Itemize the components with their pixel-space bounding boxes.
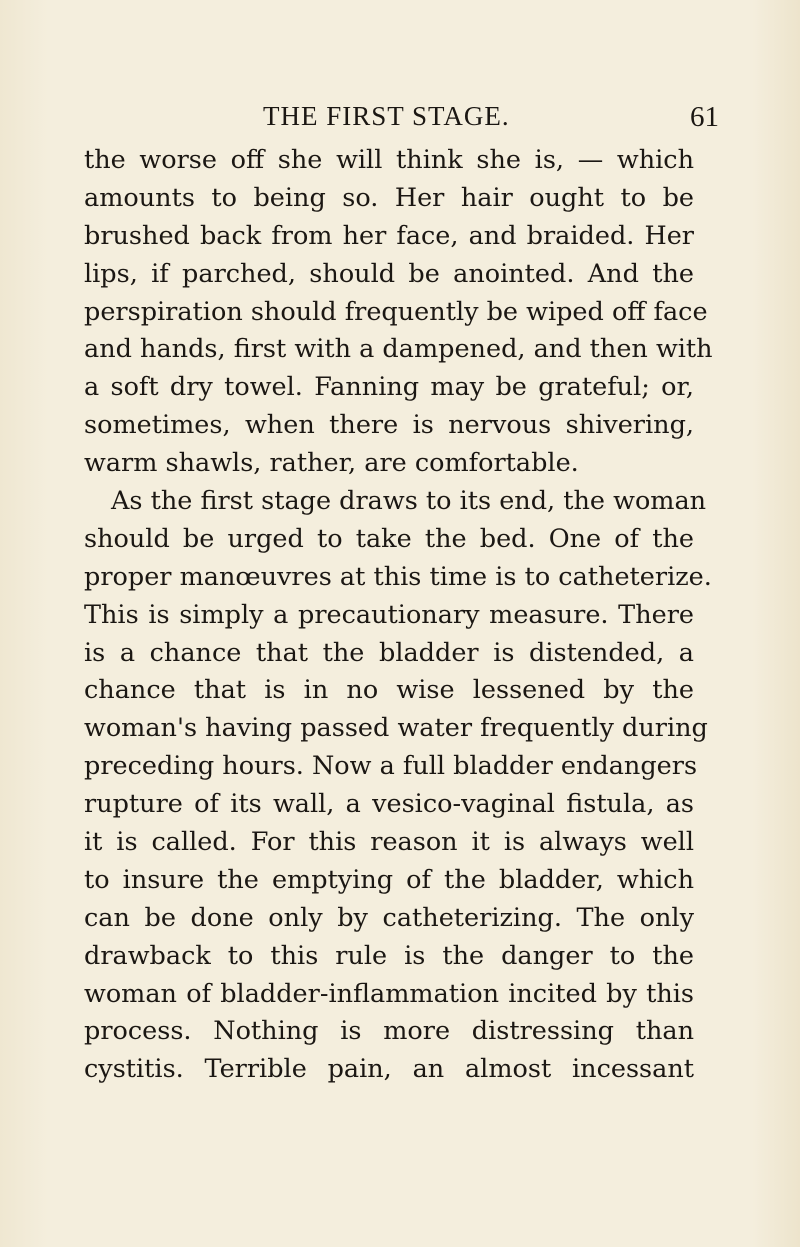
text-line: perspiration should frequently be wiped off face [84,296,708,327]
page-header [0,101,800,141]
text-line: should be urged to take the bed. One of the [84,523,694,554]
text-line: cystitis. Terrible pain, an almost incessant [84,1054,694,1085]
text-line: is a chance that the bladder is distended, a [84,637,694,668]
paragraph-end-line: warm shawls, rather, are comfortable. [84,448,579,479]
text-line: amounts to being so. Her hair ought to be [84,182,694,213]
paragraph-first-line: As the first stage draws to its end, the woman [111,486,707,517]
text-line: This is simply a precautionary measure. There [84,599,694,630]
text-line: preceding hours. Now a full bladder endangers [84,751,698,782]
text-line: to insure the emptying of the bladder, which [84,864,694,895]
text-line: proper manœuvres at this time is to catheterize. [84,561,712,592]
text-line: the worse off she will think she is, — which [84,145,694,175]
text-line: sometimes, when there is nervous shivering, [84,410,694,441]
text-line: brushed back from her face, and braided. Her [84,220,694,251]
text-line: chance that is in no wise lessened by the [84,675,694,706]
running-head: THE FIRST STAGE. [263,101,510,131]
text-line: it is called. For this reason it is always well [84,827,694,858]
text-line: lips, if parched, should be anointed. And the [84,258,694,289]
text-line: process. Nothing is more distressing than [84,1016,694,1047]
text-line: a soft dry towel. Fanning may be grateful; or, [84,372,694,403]
body-text [84,142,713,1089]
text-line: and hands, first with a dampened, and then with [84,334,713,365]
text-line: drawback to this rule is the danger to the [84,940,694,971]
text-line: woman's having passed water frequently during [84,713,708,744]
text-line: woman of bladder-inflammation incited by this [84,978,694,1009]
page-number: 61 [690,101,719,133]
text-line: rupture of its wall, a vesico-vaginal fistula, as [84,789,694,820]
text-line: can be done only by catheterizing. The only [84,902,694,933]
